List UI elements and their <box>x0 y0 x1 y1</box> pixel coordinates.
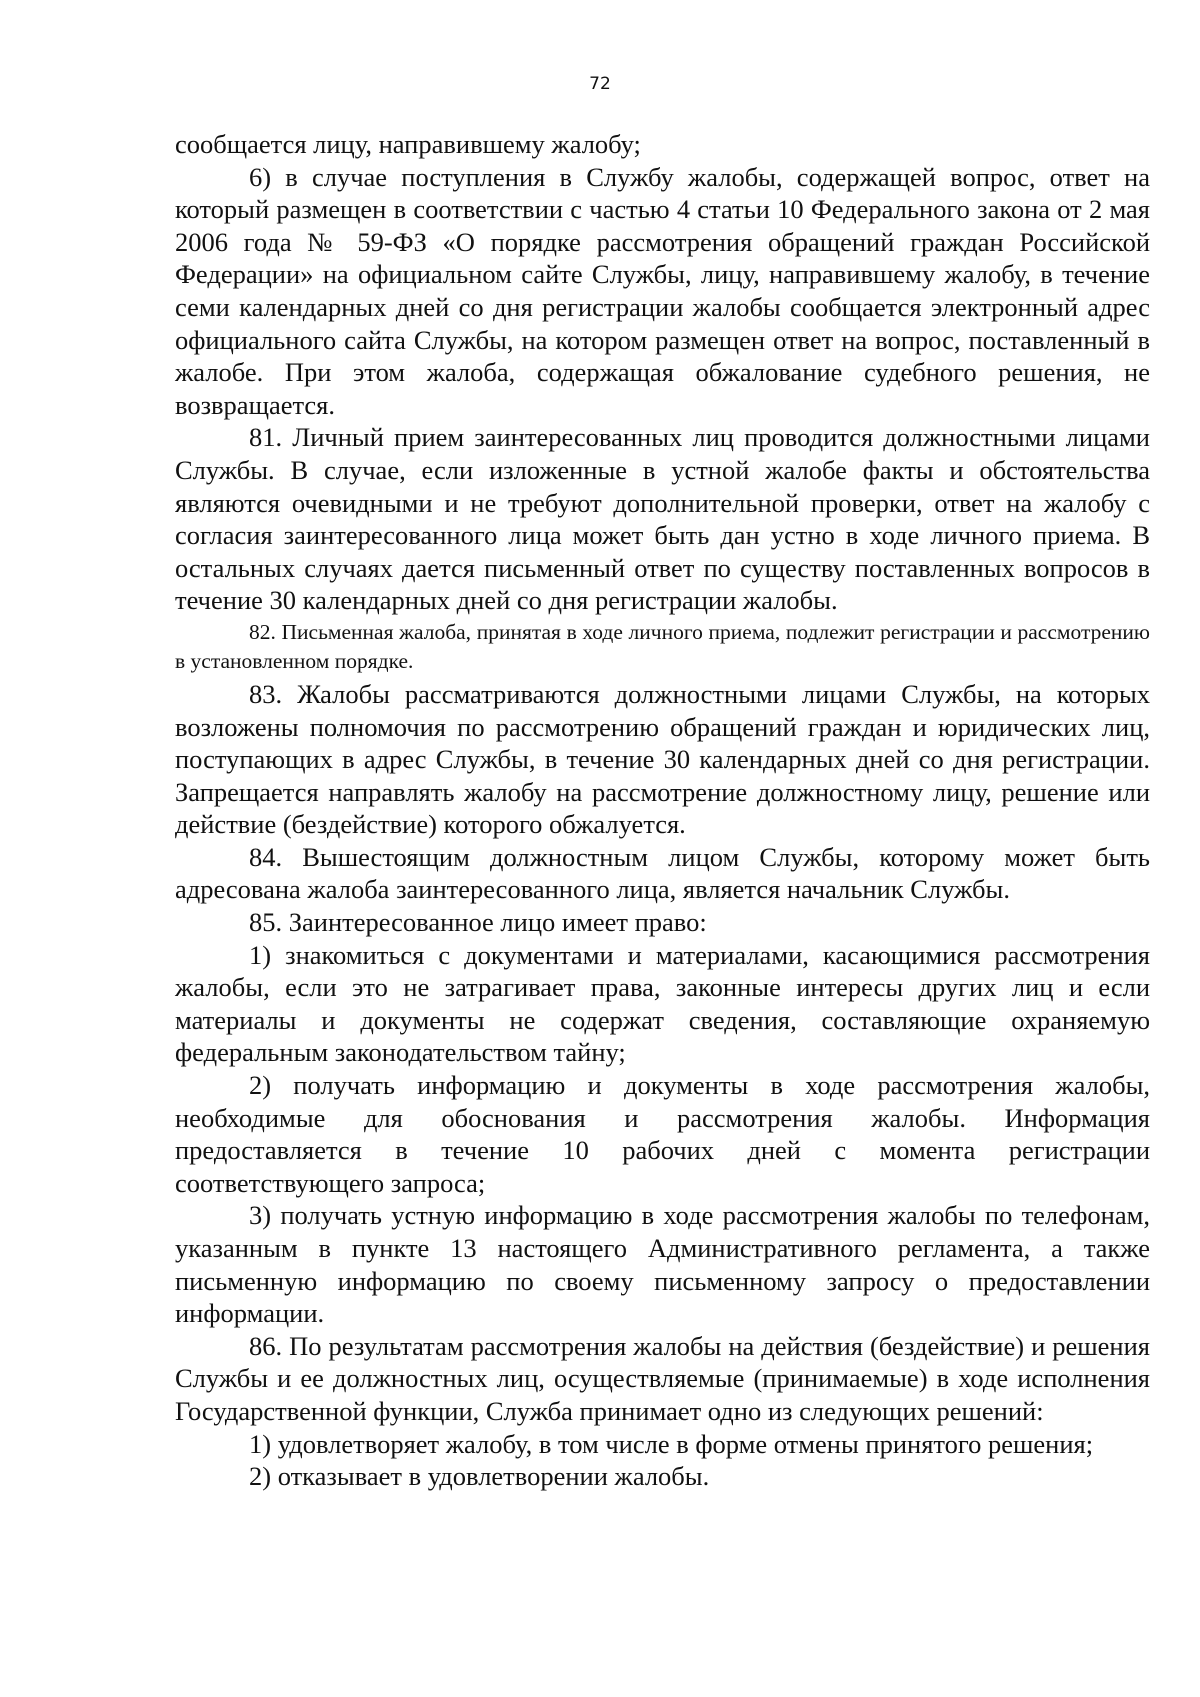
paragraph-85-item-3: 3) получать устную информацию в ходе рассмотрения жалобы по телефонам, указанным в пункте 13 настоящего Административного регламента, а также письменную информацию по своему письменному запросу о предоставлении информации. <box>175 1200 1150 1329</box>
paragraph-82: 82. Письменная жалоба, принятая в ходе личного приема, подлежит регистрации и рассмотрению в установленном порядке. <box>175 619 1150 673</box>
page-number: 72 <box>589 74 611 94</box>
paragraph-83: 83. Жалобы рассматриваются должностными лицами Службы, на которых возложены полномочия по рассмотрению обращений граждан и юридических лиц, поступающих в адрес Службы, в течение 30 календарных дней со дня регистрации. Запрещается направлять жалобу на рассмотрение должностному лицу, решение или действие (бездействие) которого обжалуется. <box>175 678 1150 840</box>
paragraph-84: 84. Вышестоящим должностным лицом Службы, которому может быть адресована жалоба заинтересованного лица, является начальник Службы. <box>175 841 1150 905</box>
paragraph-item-6: 6) в случае поступления в Службу жалобы, содержащей вопрос, ответ на который размещен в соответствии с частью 4 статьи 10 Федерального закона от 2 мая 2006 года № 59-ФЗ «О порядке рассмотрения обращений граждан Российской Федерации» на официальном сайте Службы, лицу, направившему жалобу, в течение семи календарных дней со дня регистрации жалобы сообщается электронный адрес официального сайта Службы, на котором размещен ответ на вопрос, поставленный в жалобе. При этом жалоба, содержащая обжалование судебного решения, не возвращается. <box>175 161 1150 420</box>
paragraph-85-item-2: 2) получать информацию и документы в ходе рассмотрения жалобы, необходимые для обоснования и рассмотрения жалобы. Информация предоставляется в течение 10 рабочих дней с момента регистрации соответствующего запроса; <box>175 1070 1150 1198</box>
paragraph-85-item-1: 1) знакомиться с документами и материалами, касающимися рассмотрения жалобы, если это не затрагивает права, законные интересы других лиц и если материалы и документы не содержат сведения, составляющие охраняемую федеральным законодательством тайну; <box>175 939 1150 1068</box>
document-body <box>175 128 1150 1493</box>
paragraph-86-item-1: 1) удовлетворяет жалобу, в том числе в форме отмены принятого решения; <box>249 1428 1094 1459</box>
paragraph-continuation: сообщается лицу, направившему жалобу; <box>175 129 641 159</box>
paragraph-86: 86. По результатам рассмотрения жалобы на действия (бездействие) и решения Службы и ее должностных лиц, осуществляемые (принимаемые) в ходе исполнения Государственной функции, Служба принимает одно из следующих решений: <box>175 1330 1150 1426</box>
paragraph-81: 81. Личный прием заинтересованных лиц проводится должностными лицами Службы. В случае, если изложенные в устной жалобе факты и обстоятельства являются очевидными и не требуют дополнительной проверки, ответ на жалобу с согласия заинтересованного лица может быть дан устно в ходе личного приема. В остальных случаях дается письменный ответ по существу поставленных вопросов в течение 30 календарных дней со дня регистрации жалобы. <box>175 422 1150 616</box>
paragraph-86-item-2: 2) отказывает в удовлетворении жалобы. <box>249 1461 710 1492</box>
paragraph-85: 85. Заинтересованное лицо имеет право: <box>249 907 707 938</box>
